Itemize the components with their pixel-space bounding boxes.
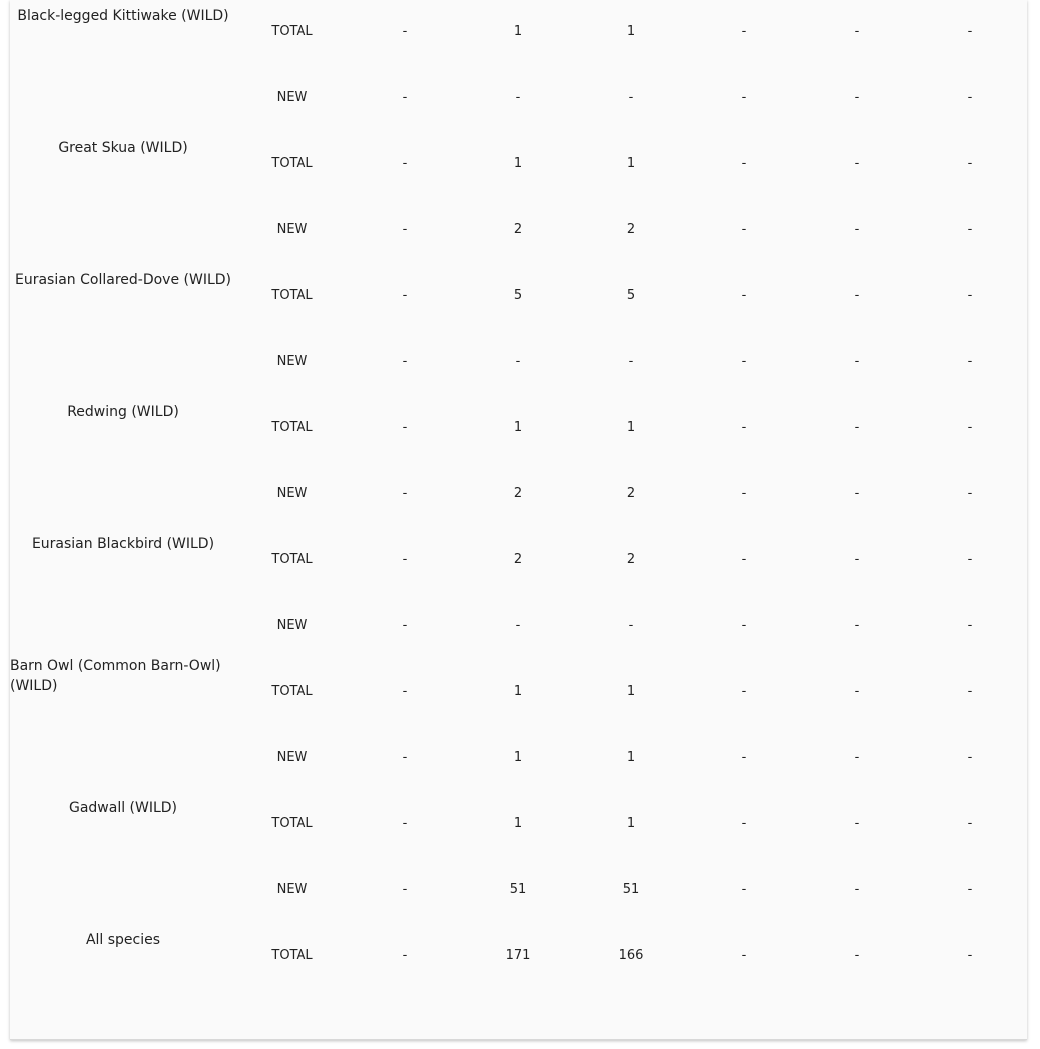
table-cell: - [854, 354, 860, 369]
table-cell: - [741, 90, 747, 105]
table-cell: 5 [513, 288, 523, 303]
table-cell: - [967, 618, 973, 633]
table-cell: - [628, 618, 634, 633]
table-cell: - [741, 288, 747, 303]
table-cell: - [402, 552, 408, 567]
species-name: Great Skua (WILD) [58, 140, 188, 156]
table-cell: - [741, 354, 747, 369]
table-cell: 1 [626, 750, 636, 765]
table-row [10, 814, 1027, 834]
table-cell: 1 [626, 24, 636, 39]
row-type-label: NEW [276, 750, 308, 765]
table-cell: 1 [626, 420, 636, 435]
table-cell: - [967, 750, 973, 765]
row-type-label: TOTAL [271, 684, 313, 699]
table-row [10, 682, 1027, 702]
table-row [10, 22, 1027, 42]
row-type-label: TOTAL [271, 420, 313, 435]
table-cell: - [402, 816, 408, 831]
table-cell: - [741, 552, 747, 567]
species-group [10, 610, 1027, 742]
row-type-label: TOTAL [271, 24, 313, 39]
table-row [10, 286, 1027, 306]
table-cell: - [402, 156, 408, 171]
table-cell: - [967, 684, 973, 699]
table-row [10, 484, 1027, 504]
table-cell: 5 [626, 288, 636, 303]
table-cell: 2 [626, 552, 636, 567]
table-cell: - [741, 486, 747, 501]
table-cell: - [402, 618, 408, 633]
table-cell: - [967, 420, 973, 435]
table-cell: - [967, 486, 973, 501]
table-cell: - [854, 486, 860, 501]
table-row [10, 880, 1027, 900]
species-name: Redwing (WILD) [67, 404, 179, 420]
table-cell: - [854, 420, 860, 435]
table-cell: - [967, 222, 973, 237]
table-cell: - [402, 882, 408, 897]
table-cell: - [741, 684, 747, 699]
table-cell: 1 [513, 420, 523, 435]
table-cell: 51 [509, 882, 527, 897]
table-cell: - [515, 618, 521, 633]
table-cell: - [854, 618, 860, 633]
species-name: Gadwall (WILD) [68, 800, 178, 816]
table-cell: - [967, 24, 973, 39]
table-cell: - [854, 816, 860, 831]
row-type-label: NEW [276, 90, 308, 105]
table-cell: - [854, 882, 860, 897]
table-cell: - [402, 222, 408, 237]
row-type-label: TOTAL [271, 288, 313, 303]
table-cell: 2 [626, 222, 636, 237]
table-cell: - [741, 618, 747, 633]
table-row [10, 88, 1027, 108]
table-cell: - [741, 222, 747, 237]
table-cell: 1 [626, 684, 636, 699]
table-cell: - [854, 90, 860, 105]
row-type-label: TOTAL [271, 552, 313, 567]
table-cell: 2 [513, 486, 523, 501]
table-cell: - [402, 948, 408, 963]
species-name: Eurasian Collared-Dove (WILD) [14, 272, 231, 288]
table-cell: 1 [513, 816, 523, 831]
table-cell: - [967, 882, 973, 897]
table-cell: 1 [513, 750, 523, 765]
table-cell: - [967, 354, 973, 369]
species-group [10, 82, 1027, 214]
table-cell: - [515, 90, 521, 105]
table-row [10, 220, 1027, 240]
table-cell: - [854, 222, 860, 237]
species-group [10, 478, 1027, 610]
table-row [10, 352, 1027, 372]
table-row [10, 748, 1027, 768]
table-cell: - [967, 816, 973, 831]
row-type-label: TOTAL [271, 948, 313, 963]
table-cell: - [854, 684, 860, 699]
species-group [10, 0, 1027, 82]
table-cell: 1 [626, 816, 636, 831]
table-cell: - [741, 882, 747, 897]
table-cell: - [628, 90, 634, 105]
species-name: Barn Owl (Common Barn-Owl) (WILD) [10, 658, 221, 694]
table-cell: - [854, 948, 860, 963]
row-type-label: NEW [276, 486, 308, 501]
species-name: All species [85, 932, 161, 948]
table-cell: - [967, 288, 973, 303]
row-type-label: TOTAL [271, 816, 313, 831]
table-cell: - [967, 948, 973, 963]
table-cell: 1 [626, 156, 636, 171]
table-cell: - [402, 90, 408, 105]
table-cell: - [854, 288, 860, 303]
table-cell: 166 [618, 948, 644, 963]
species-group [10, 874, 1027, 1006]
table-cell: - [854, 750, 860, 765]
species-stats-table [10, 0, 1027, 1040]
table-cell: - [967, 90, 973, 105]
table-cell: 1 [513, 24, 523, 39]
species-name: Black-legged Kittiwake (WILD) [17, 8, 229, 24]
row-type-label: NEW [276, 354, 308, 369]
row-type-label: TOTAL [271, 156, 313, 171]
table-cell: - [402, 420, 408, 435]
table-row [10, 616, 1027, 636]
table-cell: - [402, 354, 408, 369]
table-cell: - [402, 486, 408, 501]
table-cell: - [515, 354, 521, 369]
table-cell: - [854, 156, 860, 171]
table-cell: 2 [513, 222, 523, 237]
table-row [10, 154, 1027, 174]
species-name: Eurasian Blackbird (WILD) [31, 536, 215, 552]
table-cell: - [854, 552, 860, 567]
table-cell: 2 [513, 552, 523, 567]
table-row [10, 550, 1027, 570]
row-type-label: NEW [276, 222, 308, 237]
table-cell: 171 [505, 948, 531, 963]
table-cell: - [402, 684, 408, 699]
table-cell: - [741, 750, 747, 765]
table-cell: 51 [622, 882, 640, 897]
table-cell: - [854, 24, 860, 39]
table-cell: - [741, 948, 747, 963]
table-cell: - [402, 750, 408, 765]
table-cell: 2 [626, 486, 636, 501]
table-cell: - [741, 816, 747, 831]
table-cell: - [741, 24, 747, 39]
table-row [10, 946, 1027, 966]
row-type-label: NEW [276, 618, 308, 633]
species-group [10, 742, 1027, 874]
table-cell: - [741, 156, 747, 171]
table-cell: 1 [513, 684, 523, 699]
row-type-label: NEW [276, 882, 308, 897]
table-cell: - [967, 156, 973, 171]
table-cell: 1 [513, 156, 523, 171]
table-cell: - [741, 420, 747, 435]
species-group [10, 214, 1027, 346]
table-cell: - [402, 288, 408, 303]
table-cell: - [628, 354, 634, 369]
table-cell: - [967, 552, 973, 567]
species-group [10, 346, 1027, 478]
table-cell: - [402, 24, 408, 39]
table-row [10, 418, 1027, 438]
